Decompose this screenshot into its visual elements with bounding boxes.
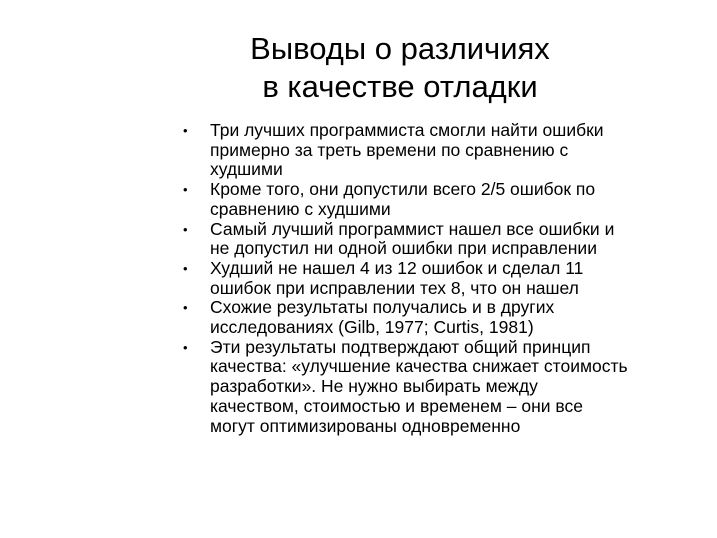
bullet-line: качества: «улучшение качества снижает стоимость [210,356,628,377]
bullet-line: не допустил ни одной ошибки при исправлении [210,238,597,259]
bullet-text [210,259,715,298]
bullet-marker: • [183,300,188,316]
bullet-text [210,180,715,219]
bullet-marker: • [183,182,188,198]
bullet-marker: • [183,123,188,138]
bullet-line: примерно за треть времени по сравнению с [210,139,569,160]
bullet-line: разработки». Не нужно выбирать между [210,376,538,397]
bullet-item [180,121,715,180]
bullet-line: Самый лучший программист нашел все ошибки и [210,218,615,239]
slide-title-line-2: в качестве отладки [262,69,538,104]
bullet-line: могут оптимизированы одновременно [210,415,521,436]
bullet-marker: • [183,260,188,276]
bullet-line: Худший не нашел 4 из 12 ошибок и сделал 11 [210,257,584,278]
bullet-item [180,298,715,337]
slide-title [160,30,640,106]
bullet-line: Схожие результаты получались и в других [210,297,555,318]
bullet-item [180,180,715,219]
bullet-line: качеством, стоимостью и временем – они все [210,395,583,416]
bullet-line: худшими [210,159,283,180]
bullet-marker: • [183,339,188,355]
bullet-item [180,220,715,259]
bullet-marker: • [183,221,188,237]
bullet-line: исследованиях (Gilb, 1977; Curtis, 1981) [210,317,534,338]
bullet-line: Кроме того, они допустили всего 2/5 ошибок по [210,179,596,200]
bullet-line: Эти результаты подтверждают общий принцип [210,336,591,357]
bullet-text [210,298,715,337]
bullet-list [180,121,715,436]
slide-title-line-1: Выводы о различиях [250,31,550,66]
bullet-text [210,121,715,180]
bullet-item [180,338,715,437]
bullet-text [210,220,715,259]
bullet-text [210,338,715,437]
bullet-item [180,259,715,298]
bullet-line: Три лучших программиста смогли найти ошибки [210,120,604,140]
bullet-line: ошибок при исправлении тех 8, что он нашел [210,277,579,298]
bullet-line: сравнению с худшими [210,198,391,219]
